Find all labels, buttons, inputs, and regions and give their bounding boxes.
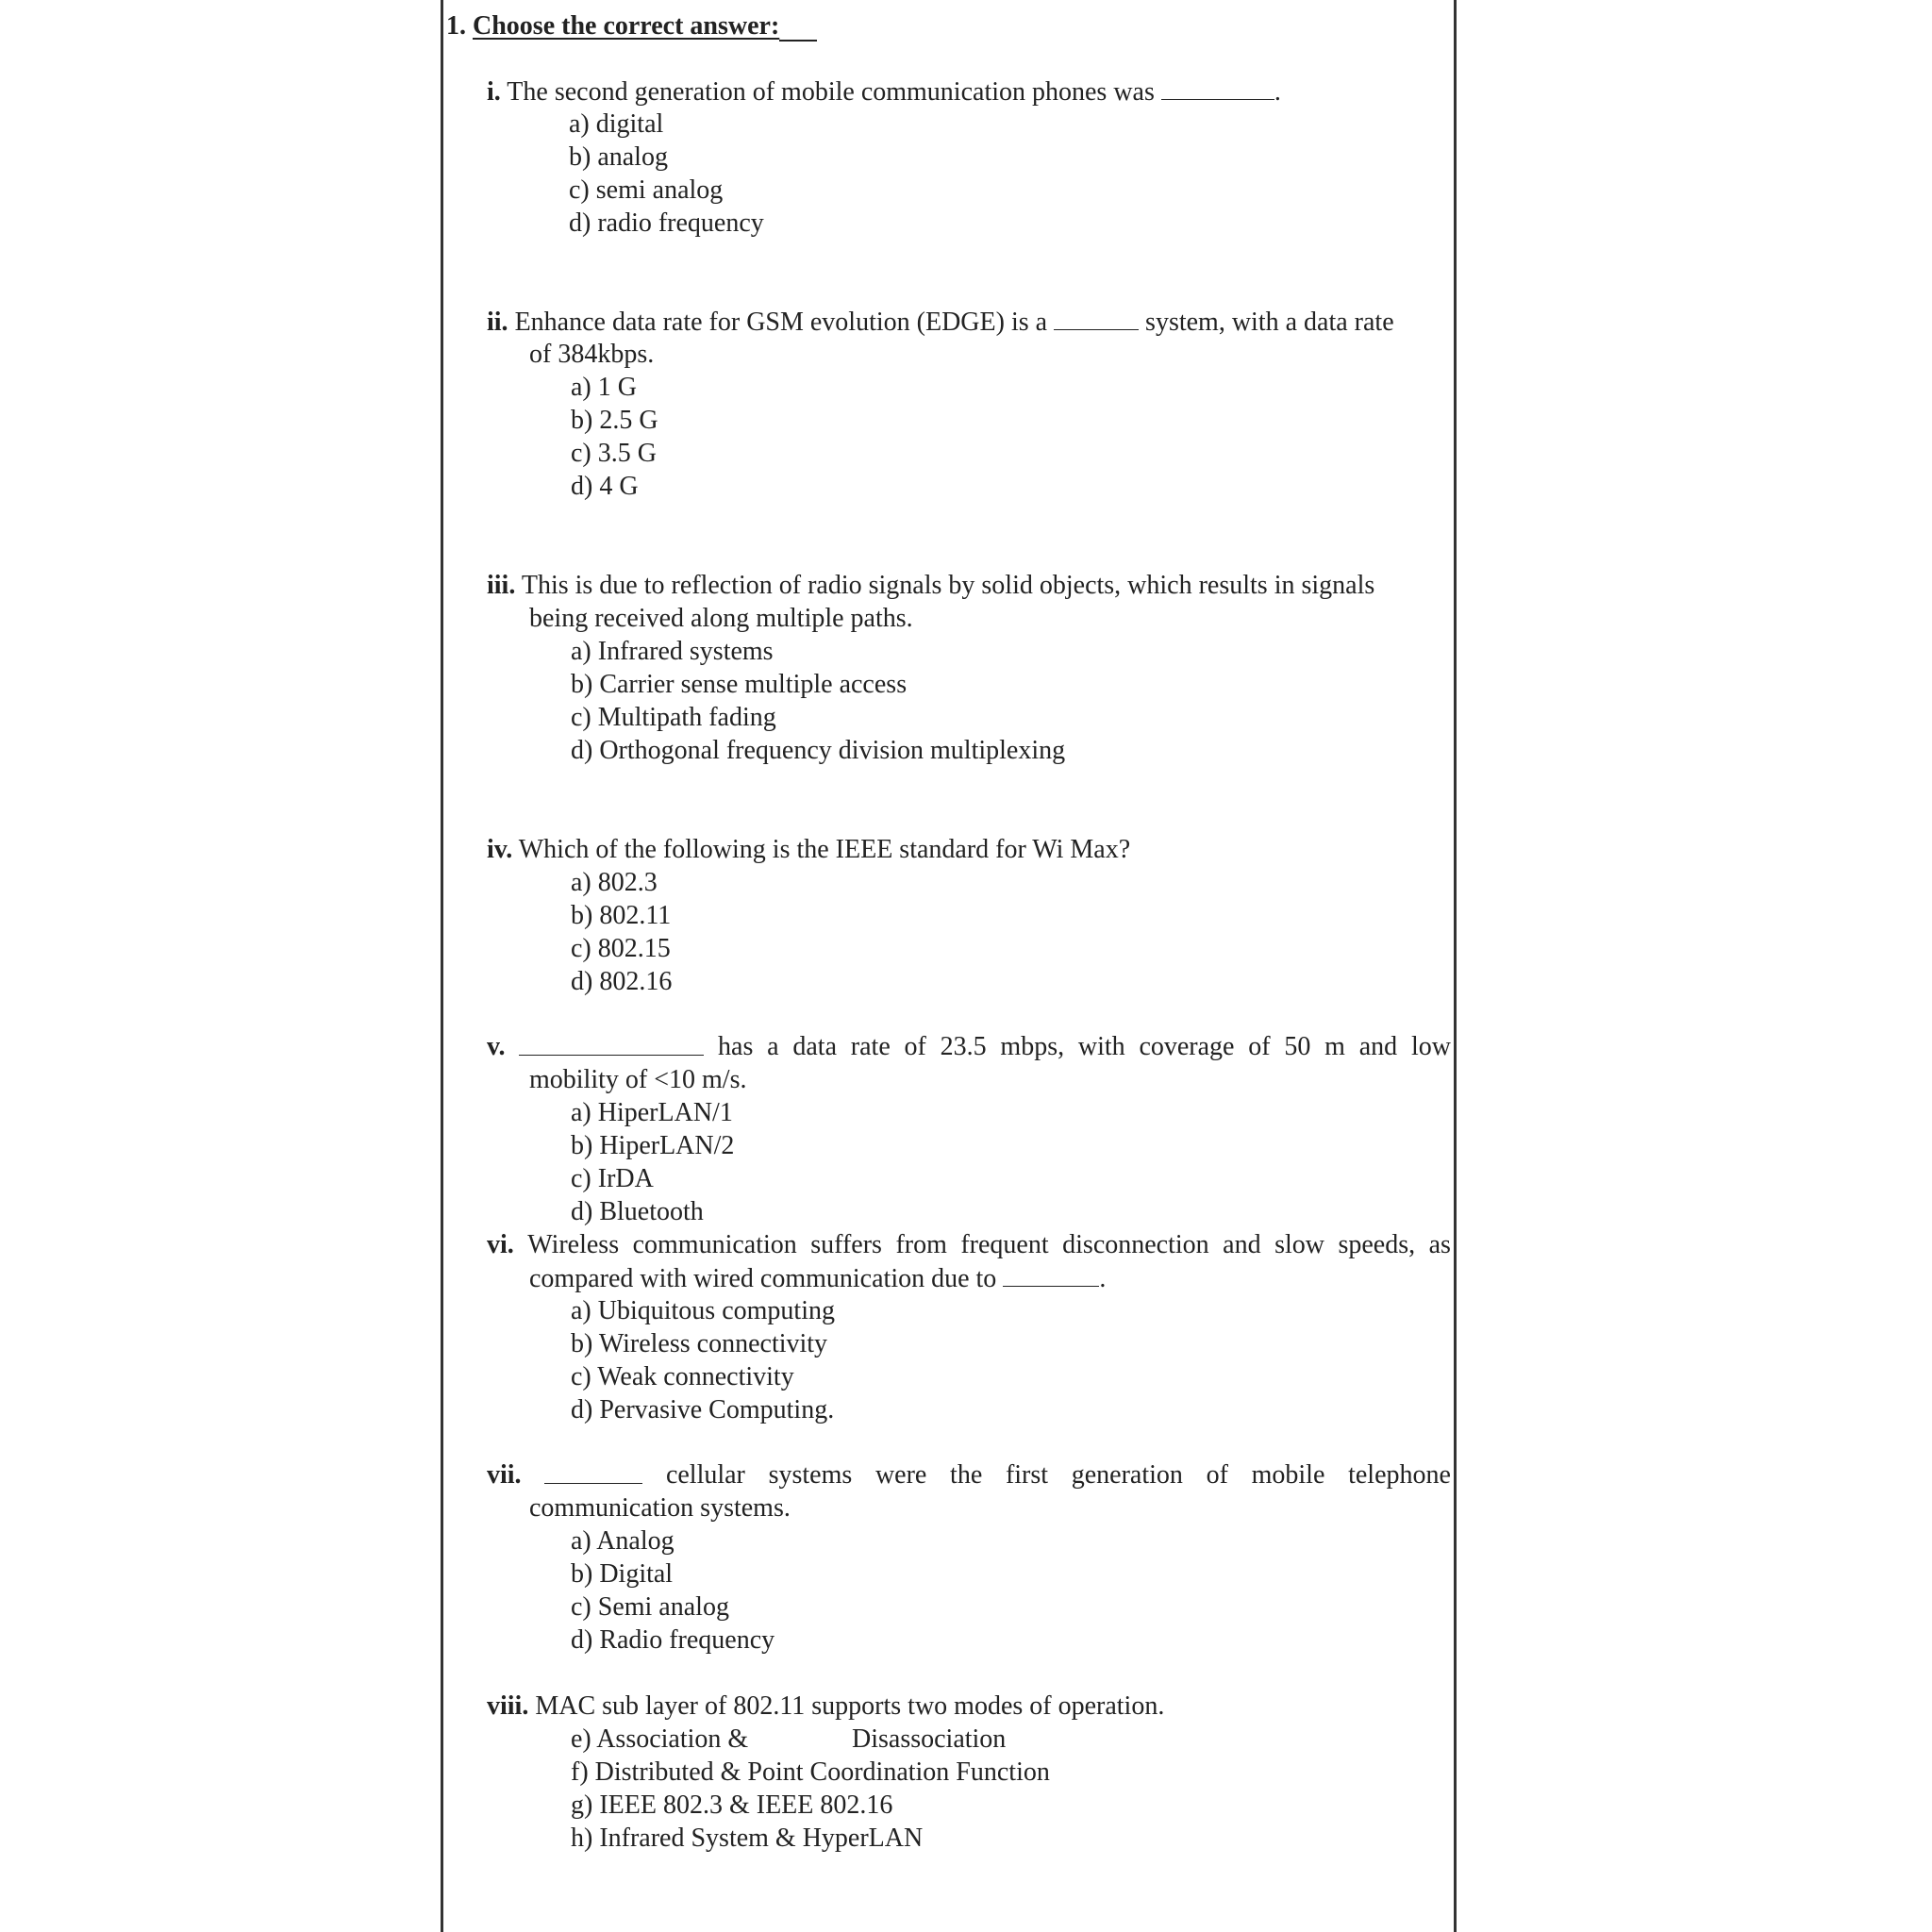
- question-word: data: [792, 1032, 837, 1061]
- question-number: vi.: [487, 1230, 514, 1259]
- option: c) 3.5 G: [571, 439, 657, 468]
- continuation-text: compared with wired communication due to: [529, 1264, 997, 1293]
- question-word: and: [1223, 1230, 1261, 1259]
- question-word: has: [718, 1032, 754, 1061]
- option: b) analog: [569, 142, 668, 172]
- question-continuation: mobility of <10 m/s.: [529, 1065, 747, 1094]
- option: c) Weak connectivity: [571, 1362, 794, 1391]
- question-word: the: [950, 1460, 983, 1490]
- question-text: Enhance data rate for GSM evolution (EDGE) is a: [514, 308, 1048, 337]
- option: d) 4 G: [571, 472, 639, 501]
- question-continuation: [529, 1261, 1106, 1295]
- option: d) radio frequency: [569, 208, 764, 238]
- answer-blank: [519, 1030, 704, 1056]
- question-number: ii.: [487, 308, 508, 337]
- option: d) Pervasive Computing.: [571, 1395, 835, 1424]
- question-7: [487, 1458, 1451, 1491]
- option: a) digital: [569, 109, 664, 139]
- section-title: Choose the correct answer:: [473, 11, 780, 41]
- question-continuation: being received along multiple paths.: [529, 604, 913, 633]
- question-6: [487, 1228, 1451, 1261]
- answer-blank: [544, 1458, 642, 1484]
- question-word: and: [1358, 1032, 1398, 1061]
- question-word: rate: [850, 1032, 891, 1061]
- option: c) 802.15: [571, 934, 671, 963]
- option: a) HiperLAN/1: [571, 1098, 733, 1127]
- question-text: The second generation of mobile communication phones was: [507, 77, 1155, 107]
- option: a) 802.3: [571, 868, 658, 897]
- question-word: mobile: [1251, 1460, 1325, 1490]
- question-word: systems: [768, 1460, 853, 1490]
- section-heading: [446, 11, 817, 42]
- option: b) Carrier sense multiple access: [571, 670, 908, 699]
- option: c) semi analog: [569, 175, 724, 205]
- option: b) 2.5 G: [571, 406, 658, 435]
- question-word: Wireless: [527, 1230, 620, 1259]
- question-word: cellular: [665, 1460, 745, 1490]
- question-word: disconnection: [1062, 1230, 1209, 1259]
- option: d) Radio frequency: [571, 1625, 775, 1655]
- question-number: vii.: [487, 1460, 522, 1490]
- option: a) Infrared systems: [571, 637, 774, 666]
- option: e) Association &: [571, 1724, 749, 1754]
- option: b) Digital: [571, 1559, 674, 1589]
- option: h) Infrared System & HyperLAN: [571, 1824, 924, 1853]
- question-word: low: [1410, 1032, 1451, 1061]
- question-number: i.: [487, 77, 501, 107]
- question-8: [487, 1690, 1164, 1723]
- option: c) Multipath fading: [571, 703, 776, 732]
- option: b) 802.11: [571, 901, 672, 930]
- question-word: coverage: [1139, 1032, 1235, 1061]
- question-text-end: system, with a data rate: [1145, 308, 1394, 337]
- question-continuation: of 384kbps.: [529, 340, 655, 369]
- option: c) IrDA: [571, 1164, 654, 1193]
- question-text: MAC sub layer of 802.11 supports two modes of operation.: [535, 1691, 1165, 1721]
- question-word: communication: [632, 1230, 797, 1259]
- question-word: a: [767, 1032, 779, 1061]
- question-word: telephone: [1348, 1460, 1451, 1490]
- option: g) IEEE 802.3 & IEEE 802.16: [571, 1790, 893, 1820]
- question-word: frequent: [960, 1230, 1049, 1259]
- question-number: viii.: [487, 1691, 529, 1721]
- question-word: generation: [1071, 1460, 1183, 1490]
- option: c) Semi analog: [571, 1592, 729, 1622]
- continuation-text-end: .: [1099, 1264, 1107, 1293]
- question-word: suffers: [810, 1230, 882, 1259]
- question-text: This is due to reflection of radio signals by solid objects, which results in signals: [521, 571, 1375, 600]
- answer-blank: [1054, 305, 1139, 330]
- question-word: with: [1077, 1032, 1125, 1061]
- question-word: mbps,: [1000, 1032, 1065, 1061]
- question-word: of: [1206, 1460, 1228, 1490]
- option: a) 1 G: [571, 373, 637, 402]
- answer-blank: [1161, 75, 1274, 100]
- question-number: v.: [487, 1032, 506, 1061]
- question-number: iii.: [487, 571, 516, 600]
- option: d) Orthogonal frequency division multiplexing: [571, 736, 1066, 765]
- question-word: m: [1324, 1032, 1345, 1061]
- section-number: 1.: [446, 11, 466, 41]
- question-4: [487, 833, 1130, 866]
- option-continuation: Disassociation: [852, 1724, 1007, 1754]
- question-2: [487, 305, 1394, 339]
- question-text-end: .: [1274, 77, 1281, 107]
- page-border-right: [1454, 0, 1457, 1932]
- page-border-left: [441, 0, 443, 1932]
- question-3: [487, 569, 1374, 602]
- question-word: from: [895, 1230, 947, 1259]
- option: f) Distributed & Point Coordination Function: [571, 1757, 1050, 1787]
- question-5: [487, 1030, 1451, 1063]
- option: a) Ubiquitous computing: [571, 1296, 835, 1325]
- question-word: were: [874, 1460, 927, 1490]
- option: d) Bluetooth: [571, 1197, 704, 1226]
- question-word: slow: [1274, 1230, 1324, 1259]
- option: b) Wireless connectivity: [571, 1329, 828, 1358]
- question-word: as: [1428, 1230, 1451, 1259]
- question-continuation: communication systems.: [529, 1493, 791, 1523]
- question-word: of: [904, 1032, 926, 1061]
- option: b) HiperLAN/2: [571, 1131, 735, 1160]
- question-word: of: [1248, 1032, 1271, 1061]
- question-1: [487, 75, 1281, 108]
- title-underline: [779, 17, 817, 42]
- question-word: first: [1005, 1460, 1049, 1490]
- question-word: 50: [1284, 1032, 1311, 1061]
- answer-blank: [1003, 1261, 1099, 1287]
- option: d) 802.16: [571, 967, 673, 996]
- option: a) Analog: [571, 1526, 675, 1556]
- question-text: Which of the following is the IEEE standard for Wi Max?: [518, 835, 1131, 864]
- question-number: iv.: [487, 835, 513, 864]
- question-word: 23.5: [940, 1032, 987, 1061]
- question-word: speeds,: [1338, 1230, 1416, 1259]
